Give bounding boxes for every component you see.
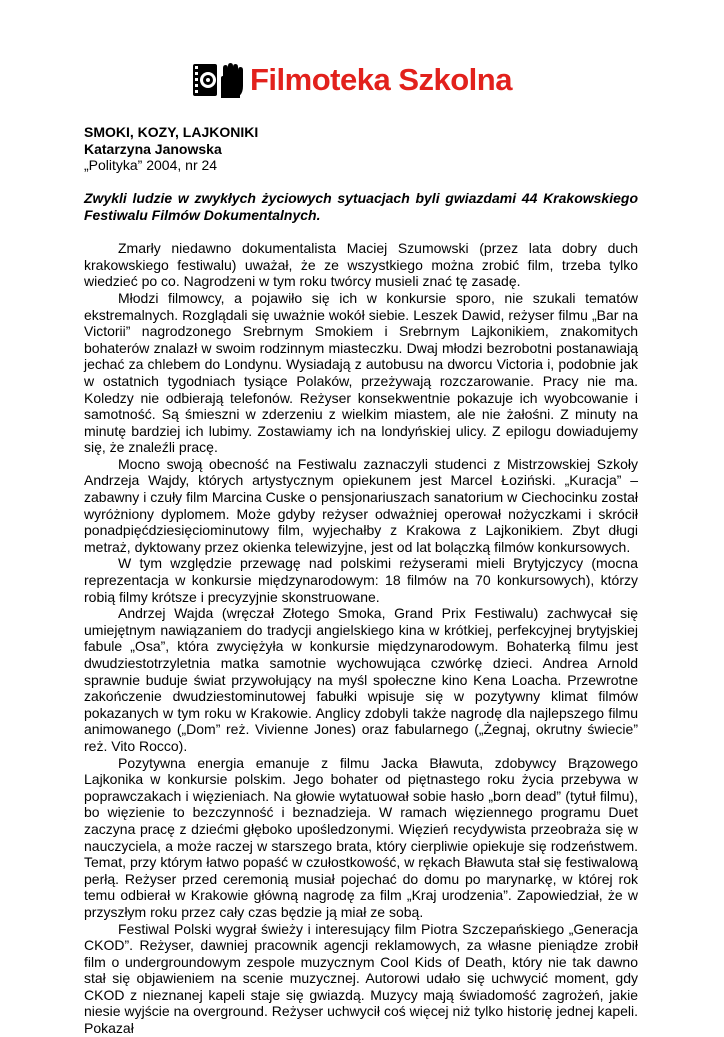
paragraph: Zmarły niedawno dokumentalista Maciej Szumowski (przez lata dobry duch krakowskiego festiwalu) uważał, że ze wszystkiego można zrobić film, trzeba tylko wiedzieć po co. Nagrodzeni w tym roku twórcy musieli znać tę zasadę. <box>84 240 638 290</box>
film-camera-hand-logo-icon <box>192 60 248 100</box>
article-title: SMOKI, KOZY, LAJKONIKI <box>84 124 259 140</box>
paragraph: Andrzej Wajda (wręczał Złotego Smoka, Grand Prix Festiwalu) zachwycał się umiejętnym nawiązaniem do tradycji angielskiego kina w krótkiej, perfekcyjnej brytyjskiej fabule „Osa”, która zwyciężyła w konkursie międzynarodowym. Bohaterką filmu jest dwudziestotrzyletnia matka samotnie wychowująca czwórkę dzieci. Andrea Arnold sprawnie buduje świat przywołujący na myśl społeczne kino Kena Loacha. Przewrotne zakończenie dwudziestominutowej fabułki wpisuje się w pozytywny klimat filmów pokazanych w tym roku w Krakowie. Anglicy zdobyli także nagrodę dla najlepszego filmu animowanego („Dom” reż. Vivienne Jones) oraz fabularnego („Żegnaj, okrutny świecie” reż. Vito Rocco). <box>84 605 638 754</box>
filmoteka-logo <box>192 58 512 102</box>
article <box>84 124 638 1037</box>
paragraph: Młodzi filmowcy, a pojawiło się ich w konkursie sporo, nie szukali tematów ekstremalnych. Rozglądali się uważnie wokół siebie. Leszek Dawid, reżyser filmu „Bar na Victorii” nagrodzonego Srebrnym Smokiem i Srebrnym Lajkonikiem, znakomitych bohaterów znalazł w swoim rodzinnym miasteczku. Dwaj młodzi bezrobotni postanawiają jechać za chlebem do Londynu. Wysiadają z autobusu na dworcu Victoria i, podobnie jak w ostatnich tygodniach tysiące Polaków, przeżywają rozczarowanie. Pracy nie ma. Koledzy nie odbierają telefonów. Reżyser konsekwentnie pokazuje ich wyobcowanie i samotność. Są śmieszni w zderzeniu z wielkim miastem, ale nie żałośni. Z minuty na minutę bardziej ich lubimy. Zostawiamy ich na londyńskiej ulicy. Z epilogu dowiadujemy się, że znaleźli pracę. <box>84 289 638 456</box>
article-meta <box>84 124 638 174</box>
paragraph: W tym względzie przewagę nad polskimi reżyserami mieli Brytyjczycy (mocna reprezentacja w konkursie międzynarodowym: 18 filmów na 70 konkursowych), którzy robią filmy krótsze i precyzyjnie skonstruowane. <box>84 555 638 605</box>
article-lead: Zwykli ludzie w zwykłych życiowych sytuacjach byli gwiazdami 44 Krakowskiego Festiwalu Filmów Dokumentalnych. <box>84 190 638 223</box>
article-source: „Polityka” 2004, nr 24 <box>84 157 218 174</box>
paragraph: Pozytywna energia emanuje z filmu Jacka Bławuta, zdobywcy Brązowego Lajkonika w konkursie polskim. Jego bohater od piętnastego roku życia przebywa w poprawczakach i więzieniach. Na głowie wytatuował sobie hasło „born dead” (tytuł filmu), bo więzienie to bezczynność i beznadzieja. W ramach więziennego programu Duet zaczyna pracę z dziećmi głęboko upośledzonymi. Więzień recydywista przeobraża się w nauczyciela, a może raczej w starszego brata, który cierpliwie opiekuje się rodzeństwem. Temat, przy którym łatwo popaść w czułostkowość, w rękach Bławuta stał się festiwalową perłą. Reżyser przed ceremonią musiał pojechać do domu po marynarkę, w której rok temu odbierał w Krakowie główną nagrodę za film „Kraj urodzenia”. Zapowiedział, że w przyszłym roku przez cały czas będzie ją miał ze sobą. <box>84 754 638 920</box>
paragraph: Mocno swoją obecność na Festiwalu zaznaczyli studenci z Mistrzowskiej Szkoły Andrzeja Wajdy, których artystycznym opiekunem jest Marcel Łoziński. „Kuracja” – zabawny i czuły film Marcina Cuske o pensjonariuszach sanatorium w Ciechocinku został wyróżniony dyplomem. Może gdyby reżyser odważniej operował nożyczkami i skrócił ponadpięćdziesięciominutowy film, wyjechałby z Krakowa z Lajkonikiem. Zbyt długi metraż, dyktowany przez okienka telewizyjne, jest od lat bolączką filmów konkursowych. <box>84 455 638 555</box>
logo-wordmark: Filmoteka Szkolna <box>250 62 512 97</box>
article-author: Katarzyna Janowska <box>84 140 222 157</box>
paragraph: Festiwal Polski wygrał świeży i interesujący film Piotra Szczepańskiego „Generacja CKOD”. Reżyser, dawniej pracownik agencji reklamowych, za własne pieniądze zrobił film o undergroundowym zespole muzycznym Cool Kids of Death, który nie tak dawno stał się objawieniem na scenie muzycznej. Autorowi udało się uchwycić moment, gdy CKOD z nieznanej kapeli staje się gwiazdą. Muzycy mają świadomość zagrożeń, jakie niesie wyjście na overground. Reżyser uchwycił coś więcej niż tylko historię jednej kapeli. Pokazał <box>84 920 638 1037</box>
